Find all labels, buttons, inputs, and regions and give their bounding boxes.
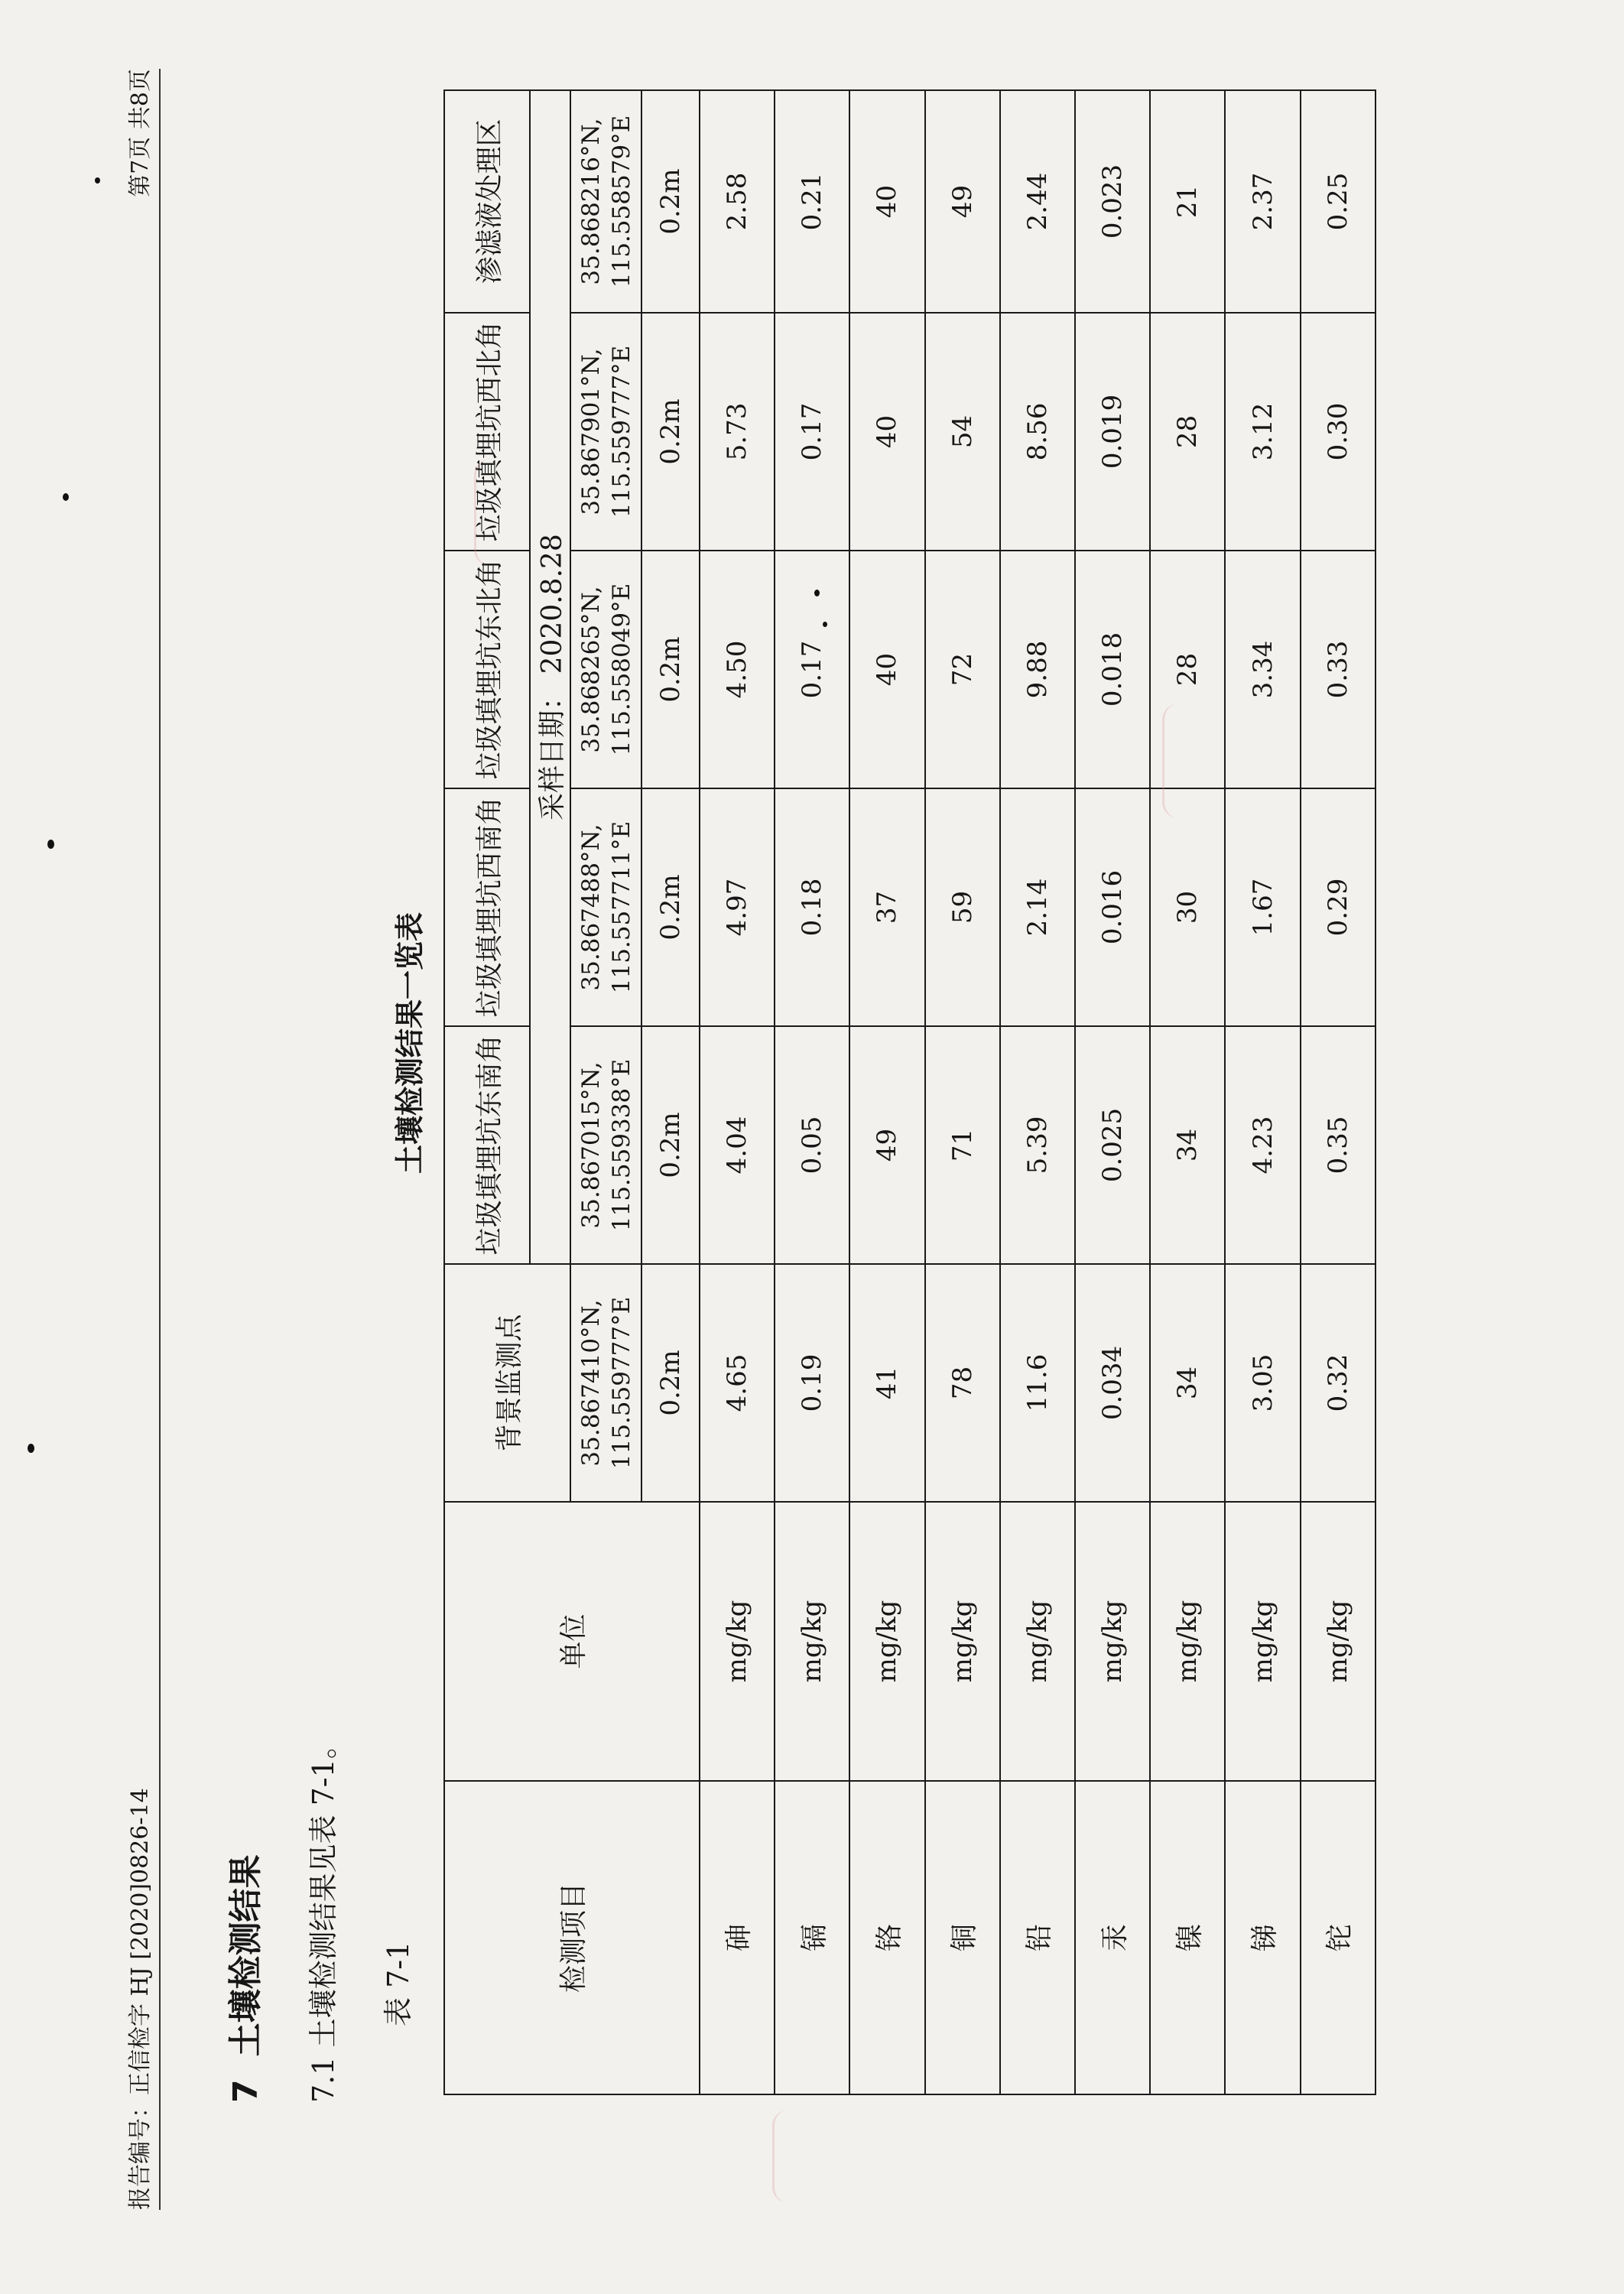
result-value: 72: [925, 551, 1000, 788]
result-value: 0.21: [775, 90, 849, 313]
table-row: [1225, 90, 1300, 2094]
test-item: 铅: [1000, 1781, 1075, 2094]
result-value: 0.25: [1301, 90, 1376, 313]
result-value: 4.04: [700, 1026, 775, 1264]
result-value: 4.65: [700, 1264, 775, 1502]
result-value: 78: [925, 1264, 1000, 1502]
unit-cell: mg/kg: [849, 1502, 924, 1781]
table-row: [1301, 90, 1376, 2094]
unit-cell: mg/kg: [1075, 1502, 1150, 1781]
result-value: 34: [1150, 1264, 1225, 1502]
table-row: [1150, 90, 1225, 2094]
result-value: 4.97: [700, 788, 775, 1026]
scan-speck: [823, 622, 827, 627]
result-value: 9.88: [1000, 551, 1075, 788]
result-value: 0.019: [1075, 313, 1150, 551]
result-value: 30: [1150, 788, 1225, 1026]
table-body: [444, 90, 1376, 2094]
unit-cell: mg/kg: [1301, 1502, 1376, 1781]
result-value: 0.17: [775, 551, 849, 788]
site-depth: 0.2m: [641, 1264, 700, 1502]
result-value: 54: [925, 313, 1000, 551]
test-item: 砷: [700, 1781, 775, 2094]
result-value: 49: [849, 1026, 924, 1264]
unit-cell: mg/kg: [1000, 1502, 1075, 1781]
site-name: 背景监测点: [444, 1264, 570, 1502]
test-item: 镉: [775, 1781, 849, 2094]
result-value: 0.35: [1301, 1026, 1376, 1264]
result-value: 40: [849, 313, 924, 551]
result-value: 2.44: [1000, 90, 1075, 313]
result-value: 0.30: [1301, 313, 1376, 551]
table-row: [925, 90, 1000, 2094]
scan-speck: [63, 493, 69, 501]
test-item: 铊: [1301, 1781, 1376, 2094]
section-title: 土壤检测结果: [226, 1854, 265, 2057]
result-value: 11.6: [1000, 1264, 1075, 1502]
result-value: 37: [849, 788, 924, 1026]
result-value: 4.50: [700, 551, 775, 788]
result-value: 28: [1150, 551, 1225, 788]
site-coordinates: 35.867015°N, 115.559338°E: [570, 1026, 641, 1264]
result-value: 0.29: [1301, 788, 1376, 1026]
result-value: 0.17: [775, 313, 849, 551]
site-depth: 0.2m: [641, 90, 700, 313]
section-heading: [218, 1831, 267, 2103]
test-item: 铜: [925, 1781, 1000, 2094]
site-depth: 0.2m: [641, 1026, 700, 1264]
site-name: 渗滤液处理区: [444, 90, 530, 313]
unit-cell: mg/kg: [775, 1502, 849, 1781]
result-value: 59: [925, 788, 1000, 1026]
site-name: 垃圾填埋坑西南角: [444, 788, 530, 1026]
sampling-date: 2020.8.28: [537, 534, 569, 674]
result-value: 49: [925, 90, 1000, 313]
result-value: 8.56: [1000, 313, 1075, 551]
page-number: 第7页 共8页: [127, 69, 154, 197]
test-item: 汞: [1075, 1781, 1150, 2094]
soil-results-table: [443, 89, 1376, 2095]
result-value: 21: [1150, 90, 1225, 313]
result-value: 0.33: [1301, 551, 1376, 788]
result-value: 0.023: [1075, 90, 1150, 313]
scan-speck: [28, 1444, 34, 1453]
table-label: 表 7-1: [382, 1941, 415, 2026]
test-item: 镍: [1150, 1781, 1225, 2094]
result-value: 1.67: [1225, 788, 1300, 1026]
site-coordinates: 35.868265°N, 115.558049°E: [570, 551, 641, 788]
table-row: [1000, 90, 1075, 2094]
result-value: 4.23: [1225, 1026, 1300, 1264]
result-value: 0.034: [1075, 1264, 1150, 1502]
result-value: 5.39: [1000, 1026, 1075, 1264]
result-value: 3.12: [1225, 313, 1300, 551]
table-row: [775, 90, 849, 2094]
sampling-date-label: 采样日期：: [537, 682, 569, 820]
test-item: 铬: [849, 1781, 924, 2094]
result-value: 0.018: [1075, 551, 1150, 788]
result-value: 40: [849, 551, 924, 788]
result-value: 2.58: [700, 90, 775, 313]
scan-speck: [95, 177, 100, 184]
site-depth: 0.2m: [641, 313, 700, 551]
result-value: 28: [1150, 313, 1225, 551]
scan-speck: [47, 840, 54, 849]
result-value: 0.32: [1301, 1264, 1376, 1502]
site-coordinates: 35.867488°N, 115.557711°E: [570, 788, 641, 1026]
scan-speck: [814, 590, 820, 596]
result-value: 40: [849, 90, 924, 313]
header-row-sites: [444, 90, 530, 2094]
table-caption: 土壤检测结果一览表: [393, 911, 427, 1174]
header-item: 检测项目: [444, 1781, 700, 2094]
site-coordinates: 35.868216°N, 115.558579°E: [570, 90, 641, 313]
result-value: 2.14: [1000, 788, 1075, 1026]
result-value: 41: [849, 1264, 924, 1502]
unit-cell: mg/kg: [700, 1502, 775, 1781]
result-value: 2.37: [1225, 90, 1300, 313]
seal-impression: [1162, 703, 1195, 818]
header-unit: 单位: [444, 1502, 700, 1781]
result-value: 71: [925, 1026, 1000, 1264]
result-value: 5.73: [700, 313, 775, 551]
result-value: 34: [1150, 1026, 1225, 1264]
result-value: 0.025: [1075, 1026, 1150, 1264]
site-name: 垃圾填埋坑西北角: [444, 313, 530, 551]
report-number: 报告编号：正信检字 HJ [2020]0826-14: [127, 1788, 154, 2210]
result-value: 0.016: [1075, 788, 1150, 1026]
subsection-text: 7.1 土壤检测结果见表 7-1。: [307, 1730, 340, 2103]
site-depth: 0.2m: [641, 788, 700, 1026]
site-coordinates: 35.867901°N, 115.559777°E: [570, 313, 641, 551]
unit-cell: mg/kg: [1225, 1502, 1300, 1781]
page-header: [128, 69, 161, 2210]
seal-impression: [772, 2110, 802, 2202]
result-value: 3.05: [1225, 1264, 1300, 1502]
table-row: [700, 90, 775, 2094]
result-value: 0.05: [775, 1026, 849, 1264]
site-coordinates: 35.867410°N, 115.559777°E: [570, 1264, 641, 1502]
test-item: 锑: [1225, 1781, 1300, 2094]
unit-cell: mg/kg: [925, 1502, 1000, 1781]
section-number: 7: [226, 2079, 265, 2103]
site-name: 垃圾填埋坑东北角: [444, 551, 530, 788]
unit-cell: mg/kg: [1150, 1502, 1225, 1781]
seal-impression: [474, 459, 507, 566]
table-row: [1075, 90, 1150, 2094]
site-depth: 0.2m: [641, 551, 700, 788]
table-row: [849, 90, 924, 2094]
result-value: 0.18: [775, 788, 849, 1026]
result-value: 0.19: [775, 1264, 849, 1502]
sampling-date-cell: [530, 90, 570, 1264]
site-name: 垃圾填埋坑东南角: [444, 1026, 530, 1264]
result-value: 3.34: [1225, 551, 1300, 788]
